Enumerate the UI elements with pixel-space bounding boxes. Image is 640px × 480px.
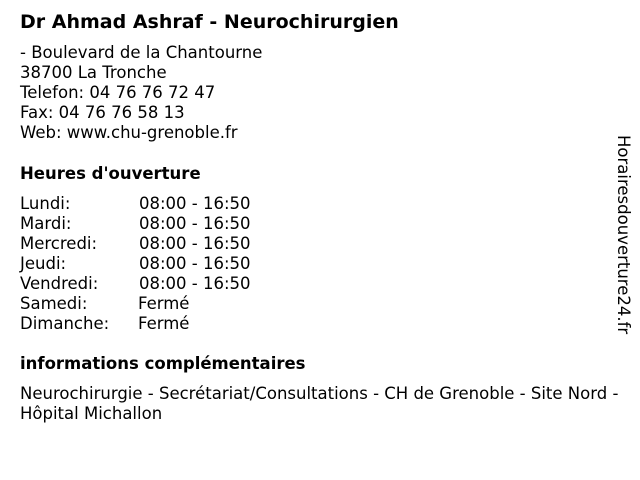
address-line-2: 38700 La Tronche: [20, 63, 167, 82]
fax-number: Fax: 04 76 76 58 13: [20, 103, 185, 122]
additional-info-heading: informations complémentaires: [20, 354, 306, 373]
time-value: Fermé: [138, 314, 190, 333]
hours-row-monday: [20, 194, 251, 214]
hours-row-saturday: [20, 294, 251, 314]
page-title: Dr Ahmad Ashraf - Neurochirurgien: [20, 11, 399, 33]
hours-row-wednesday: [20, 234, 251, 254]
day-label: Mardi:: [20, 214, 72, 233]
opening-hours-table: [20, 194, 251, 334]
day-label: Dimanche:: [20, 314, 110, 333]
time-value: Fermé: [138, 294, 190, 313]
time-value: 08:00 - 16:50: [139, 214, 251, 233]
opening-hours-heading: Heures d'ouverture: [20, 164, 201, 183]
hours-row-sunday: [20, 314, 251, 334]
hours-row-thursday: [20, 254, 251, 274]
additional-info-text: Neurochirurgie - Secrétariat/Consultations - CH de Grenoble - Site Nord - Hôpital Michallon: [20, 384, 619, 423]
day-label: Mercredi:: [20, 234, 98, 253]
address-line-1: - Boulevard de la Chantourne: [20, 43, 263, 62]
time-value: 08:00 - 16:50: [139, 234, 251, 253]
contact-block: [20, 43, 262, 143]
time-value: 08:00 - 16:50: [139, 194, 251, 213]
day-label: Vendredi:: [20, 274, 99, 293]
day-label: Lundi:: [20, 194, 71, 213]
hours-row-tuesday: [20, 214, 251, 234]
time-value: 08:00 - 16:50: [139, 274, 251, 293]
site-brand-vertical: Horairesdouverture24.fr: [614, 135, 633, 335]
hours-row-friday: [20, 274, 251, 294]
phone-number: Telefon: 04 76 76 72 47: [20, 83, 216, 102]
website: Web: www.chu-grenoble.fr: [20, 123, 238, 142]
day-label: Jeudi:: [20, 254, 67, 273]
day-label: Samedi:: [20, 294, 88, 313]
time-value: 08:00 - 16:50: [139, 254, 251, 273]
